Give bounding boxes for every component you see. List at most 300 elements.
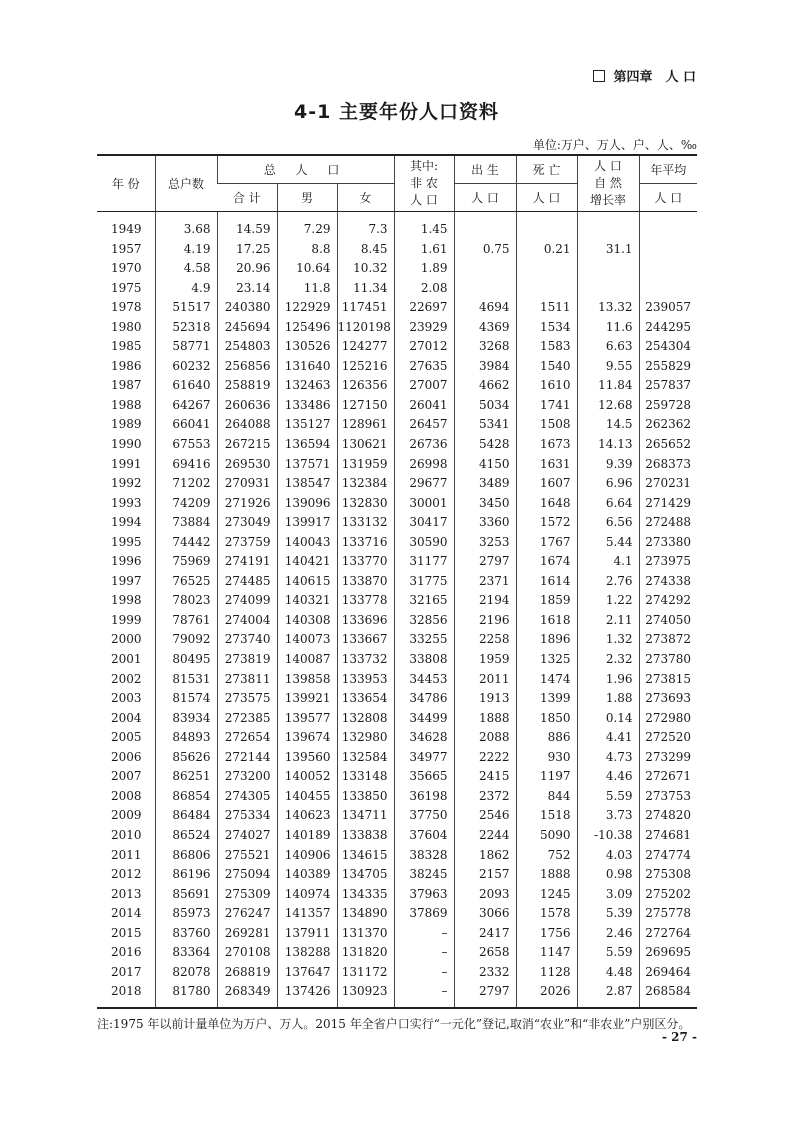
cell-average-population: 244295 — [639, 318, 697, 338]
table-body — [97, 212, 697, 1008]
cell-average-population: 272671 — [639, 767, 697, 787]
cell-female: 1120198 — [337, 318, 394, 338]
cell-non-agricultural: 27007 — [394, 376, 454, 396]
cell-total: 273575 — [217, 689, 277, 709]
cell-male: 140189 — [277, 826, 337, 846]
cell-non-agricultural: 34786 — [394, 689, 454, 709]
cell-deaths: 1767 — [516, 533, 577, 553]
cell-deaths: 1741 — [516, 396, 577, 416]
cell-households: 4.58 — [155, 259, 217, 279]
cell-non-agricultural: 30417 — [394, 513, 454, 533]
cell-year: 2005 — [111, 730, 142, 745]
cell-female: 130621 — [337, 435, 394, 455]
cell-births: 2658 — [454, 943, 516, 963]
table-row — [97, 806, 697, 826]
table-row — [97, 611, 697, 631]
cell-male: 133486 — [277, 396, 337, 416]
cell-male: 139921 — [277, 689, 337, 709]
cell-households: 81780 — [155, 982, 217, 1008]
cell-male: 139917 — [277, 513, 337, 533]
population-table — [97, 154, 697, 1009]
cell-total: 273200 — [217, 767, 277, 787]
table-row — [97, 396, 697, 416]
cell-total: 272144 — [217, 748, 277, 768]
cell-average-population: 255829 — [639, 357, 697, 377]
cell-year: 1970 — [111, 261, 142, 276]
cell-female: 133148 — [337, 767, 394, 787]
cell-female: 132584 — [337, 748, 394, 768]
cell-total: 270108 — [217, 943, 277, 963]
cell-births: 2093 — [454, 885, 516, 905]
cell-male: 139096 — [277, 494, 337, 514]
cell-year: 1993 — [111, 495, 142, 510]
table-row — [97, 787, 697, 807]
cell-average-population: 273693 — [639, 689, 697, 709]
cell-average-population — [639, 279, 697, 299]
table-row — [97, 318, 697, 338]
cell-deaths: 1859 — [516, 591, 577, 611]
cell-female: 134711 — [337, 806, 394, 826]
cell-female: 133696 — [337, 611, 394, 631]
cell-households: 79092 — [155, 630, 217, 650]
cell-male: 139560 — [277, 748, 337, 768]
cell-total: 258819 — [217, 376, 277, 396]
cell-average-population: 274681 — [639, 826, 697, 846]
cell-year: 1989 — [111, 417, 142, 432]
cell-female: 126356 — [337, 376, 394, 396]
cell-year: 2008 — [111, 788, 142, 803]
cell-year: 1997 — [111, 573, 142, 588]
cell-births: 2088 — [454, 728, 516, 748]
table-row — [97, 494, 697, 514]
header-year: 年 份 — [97, 155, 155, 212]
cell-births: 0.75 — [454, 240, 516, 260]
cell-growth-rate: 6.96 — [577, 474, 639, 494]
cell-non-agricultural: 27012 — [394, 337, 454, 357]
cell-growth-rate: 3.09 — [577, 885, 639, 905]
cell-growth-rate: 5.59 — [577, 943, 639, 963]
cell-average-population: 273753 — [639, 787, 697, 807]
cell-average-population — [639, 259, 697, 279]
cell-growth-rate: 12.68 — [577, 396, 639, 416]
cell-deaths: 1474 — [516, 670, 577, 690]
cell-births: 3489 — [454, 474, 516, 494]
cell-female: 131959 — [337, 455, 394, 475]
cell-growth-rate — [577, 212, 639, 240]
cell-deaths: 1511 — [516, 298, 577, 318]
cell-deaths: 1674 — [516, 552, 577, 572]
cell-average-population: 274338 — [639, 572, 697, 592]
cell-households: 85691 — [155, 885, 217, 905]
header-death-bottom: 人 口 — [516, 184, 577, 212]
cell-average-population: 257837 — [639, 376, 697, 396]
cell-households: 86524 — [155, 826, 217, 846]
cell-deaths: 1618 — [516, 611, 577, 631]
cell-households: 83760 — [155, 924, 217, 944]
cell-non-agricultural: – — [394, 963, 454, 983]
cell-growth-rate: 2.32 — [577, 650, 639, 670]
cell-total: 274485 — [217, 572, 277, 592]
cell-deaths — [516, 259, 577, 279]
cell-total: 260636 — [217, 396, 277, 416]
cell-average-population: 268584 — [639, 982, 697, 1008]
cell-households: 85626 — [155, 748, 217, 768]
cell-households: 80495 — [155, 650, 217, 670]
cell-deaths: 1534 — [516, 318, 577, 338]
cell-growth-rate — [577, 259, 639, 279]
cell-growth-rate: -10.38 — [577, 826, 639, 846]
cell-growth-rate: 4.1 — [577, 552, 639, 572]
cell-average-population: 274774 — [639, 846, 697, 866]
header-total: 合 计 — [217, 184, 277, 212]
cell-total: 274004 — [217, 611, 277, 631]
cell-deaths: 1648 — [516, 494, 577, 514]
table-row — [97, 846, 697, 866]
cell-births: 2258 — [454, 630, 516, 650]
cell-deaths: 1756 — [516, 924, 577, 944]
cell-non-agricultural: 31177 — [394, 552, 454, 572]
header-non-agricultural — [394, 155, 454, 212]
cell-deaths: 1610 — [516, 376, 577, 396]
cell-households: 51517 — [155, 298, 217, 318]
cell-non-agricultural: 33808 — [394, 650, 454, 670]
cell-births: 1959 — [454, 650, 516, 670]
cell-female: 125216 — [337, 357, 394, 377]
cell-female: 133132 — [337, 513, 394, 533]
cell-total: 270931 — [217, 474, 277, 494]
cell-male: 140073 — [277, 630, 337, 650]
table-row — [97, 337, 697, 357]
cell-year: 2002 — [111, 671, 142, 686]
cell-female: 133667 — [337, 630, 394, 650]
cell-female: 134615 — [337, 846, 394, 866]
cell-total: 256856 — [217, 357, 277, 377]
cell-growth-rate: 1.96 — [577, 670, 639, 690]
cell-non-agricultural: 1.89 — [394, 259, 454, 279]
cell-households: 81574 — [155, 689, 217, 709]
cell-year: 2007 — [111, 769, 142, 784]
cell-growth-rate: 6.64 — [577, 494, 639, 514]
cell-births: 2222 — [454, 748, 516, 768]
cell-deaths: 1850 — [516, 709, 577, 729]
cell-total: 17.25 — [217, 240, 277, 260]
cell-year: 2006 — [111, 749, 142, 764]
cell-total: 268349 — [217, 982, 277, 1008]
cell-total: 274027 — [217, 826, 277, 846]
cell-average-population: 274050 — [639, 611, 697, 631]
cell-male: 140043 — [277, 533, 337, 553]
cell-total: 271926 — [217, 494, 277, 514]
cell-year: 2001 — [111, 652, 142, 667]
cell-deaths: 844 — [516, 787, 577, 807]
cell-total: 268819 — [217, 963, 277, 983]
cell-year: 2011 — [111, 847, 142, 862]
cell-non-agricultural: 38245 — [394, 865, 454, 885]
cell-households: 84893 — [155, 728, 217, 748]
cell-households: 61640 — [155, 376, 217, 396]
cell-total: 23.14 — [217, 279, 277, 299]
cell-households: 4.9 — [155, 279, 217, 299]
cell-male: 132463 — [277, 376, 337, 396]
cell-deaths: 1147 — [516, 943, 577, 963]
cell-year: 1985 — [111, 339, 142, 354]
cell-households: 66041 — [155, 415, 217, 435]
cell-year: 2012 — [111, 867, 142, 882]
cell-female: 8.45 — [337, 240, 394, 260]
cell-growth-rate: 3.73 — [577, 806, 639, 826]
cell-female: 127150 — [337, 396, 394, 416]
cell-average-population: 259728 — [639, 396, 697, 416]
cell-deaths: 1631 — [516, 455, 577, 475]
cell-male: 136594 — [277, 435, 337, 455]
cell-deaths — [516, 212, 577, 240]
cell-growth-rate: 9.39 — [577, 455, 639, 475]
cell-female: 133778 — [337, 591, 394, 611]
cell-deaths: 5090 — [516, 826, 577, 846]
cell-year: 2003 — [111, 691, 142, 706]
cell-households: 64267 — [155, 396, 217, 416]
cell-growth-rate: 2.87 — [577, 982, 639, 1008]
cell-births: 2417 — [454, 924, 516, 944]
cell-households: 3.68 — [155, 212, 217, 240]
cell-year: 2014 — [111, 906, 142, 921]
cell-deaths: 1578 — [516, 904, 577, 924]
cell-births: 4150 — [454, 455, 516, 475]
cell-male: 137426 — [277, 982, 337, 1008]
cell-growth-rate: 4.48 — [577, 963, 639, 983]
cell-average-population: 274292 — [639, 591, 697, 611]
cell-births: 3253 — [454, 533, 516, 553]
cell-year: 2004 — [111, 710, 142, 725]
header-birth-top: 出 生 — [454, 155, 516, 184]
cell-male: 11.8 — [277, 279, 337, 299]
table-row — [97, 591, 697, 611]
cell-average-population: 271429 — [639, 494, 697, 514]
cell-deaths: 1508 — [516, 415, 577, 435]
cell-births: 3984 — [454, 357, 516, 377]
cell-female: 131370 — [337, 924, 394, 944]
cell-year: 1996 — [111, 554, 142, 569]
table-row — [97, 298, 697, 318]
table-row — [97, 357, 697, 377]
cell-deaths: 1197 — [516, 767, 577, 787]
cell-births: 2372 — [454, 787, 516, 807]
cell-total: 275309 — [217, 885, 277, 905]
cell-households: 73884 — [155, 513, 217, 533]
table-row — [97, 904, 697, 924]
cell-births — [454, 259, 516, 279]
cell-non-agricultural: 37963 — [394, 885, 454, 905]
cell-year: 1991 — [111, 456, 142, 471]
cell-female: 133953 — [337, 670, 394, 690]
cell-female: 133850 — [337, 787, 394, 807]
cell-births: 5428 — [454, 435, 516, 455]
cell-non-agricultural: 22697 — [394, 298, 454, 318]
cell-average-population: 268373 — [639, 455, 697, 475]
cell-total: 275094 — [217, 865, 277, 885]
cell-male: 8.8 — [277, 240, 337, 260]
cell-total: 20.96 — [217, 259, 277, 279]
cell-male: 140087 — [277, 650, 337, 670]
header-natural-growth-rate — [577, 155, 639, 212]
cell-total: 269530 — [217, 455, 277, 475]
cell-female: 133732 — [337, 650, 394, 670]
header-birth-bottom: 人 口 — [454, 184, 516, 212]
cell-average-population: 254304 — [639, 337, 697, 357]
cell-total: 269281 — [217, 924, 277, 944]
cell-female: 130923 — [337, 982, 394, 1008]
cell-households: 78761 — [155, 611, 217, 631]
cell-total: 14.59 — [217, 212, 277, 240]
cell-total: 272385 — [217, 709, 277, 729]
cell-growth-rate: 6.56 — [577, 513, 639, 533]
cell-year: 2013 — [111, 886, 142, 901]
cell-non-agricultural: 38328 — [394, 846, 454, 866]
cell-non-agricultural: 36198 — [394, 787, 454, 807]
cell-growth-rate: 4.41 — [577, 728, 639, 748]
cell-births: 5034 — [454, 396, 516, 416]
cell-deaths: 1572 — [516, 513, 577, 533]
cell-births: 2797 — [454, 552, 516, 572]
cell-households: 60232 — [155, 357, 217, 377]
cell-growth-rate: 6.63 — [577, 337, 639, 357]
header-male: 男 — [277, 184, 337, 212]
cell-households: 67553 — [155, 435, 217, 455]
cell-total: 276247 — [217, 904, 277, 924]
cell-average-population: 274820 — [639, 806, 697, 826]
cell-female: 133870 — [337, 572, 394, 592]
cell-non-agricultural: 34628 — [394, 728, 454, 748]
table-row — [97, 709, 697, 729]
cell-average-population: 239057 — [639, 298, 697, 318]
cell-non-agricultural: – — [394, 924, 454, 944]
unit-label: 单位:万户、万人、户、人、‰ — [532, 138, 697, 152]
cell-average-population — [639, 240, 697, 260]
table-row — [97, 455, 697, 475]
cell-average-population: 273815 — [639, 670, 697, 690]
cell-non-agricultural: 27635 — [394, 357, 454, 377]
table-row — [97, 376, 697, 396]
table-row — [97, 924, 697, 944]
cell-births: 2797 — [454, 982, 516, 1008]
table-row — [97, 943, 697, 963]
cell-growth-rate: 1.32 — [577, 630, 639, 650]
header-rate-bottom: 增长率 — [590, 193, 627, 207]
cell-births — [454, 212, 516, 240]
cell-non-agricultural: 37869 — [394, 904, 454, 924]
cell-average-population: 273780 — [639, 650, 697, 670]
cell-total: 273759 — [217, 533, 277, 553]
cell-female: 133716 — [337, 533, 394, 553]
cell-non-agricultural: 34977 — [394, 748, 454, 768]
cell-non-agricultural: 1.61 — [394, 240, 454, 260]
cell-year: 2010 — [111, 827, 142, 842]
cell-male: 10.64 — [277, 259, 337, 279]
cell-average-population: 265652 — [639, 435, 697, 455]
cell-male: 140321 — [277, 591, 337, 611]
cell-births: 2415 — [454, 767, 516, 787]
cell-growth-rate: 2.76 — [577, 572, 639, 592]
cell-year: 1986 — [111, 358, 142, 373]
header-households: 总户数 — [155, 155, 217, 212]
table-row — [97, 885, 697, 905]
cell-households: 74209 — [155, 494, 217, 514]
cell-deaths: 886 — [516, 728, 577, 748]
cell-female: 134705 — [337, 865, 394, 885]
table-row — [97, 982, 697, 1008]
table-row — [97, 415, 697, 435]
cell-year: 2015 — [111, 925, 142, 940]
table-row — [97, 865, 697, 885]
table-row — [97, 650, 697, 670]
cell-deaths: 1673 — [516, 435, 577, 455]
table-row — [97, 748, 697, 768]
cell-male: 137571 — [277, 455, 337, 475]
cell-female: 128961 — [337, 415, 394, 435]
cell-total: 275521 — [217, 846, 277, 866]
cell-male: 130526 — [277, 337, 337, 357]
cell-non-agricultural: – — [394, 982, 454, 1008]
cell-households: 4.19 — [155, 240, 217, 260]
header-nonag-mid: 非 农 — [410, 176, 438, 190]
header-rate-mid: 自 然 — [594, 176, 622, 190]
cell-total: 240380 — [217, 298, 277, 318]
cell-growth-rate: 1.88 — [577, 689, 639, 709]
chapter-label: 第四章 人 口 — [613, 70, 696, 85]
cell-households: 83934 — [155, 709, 217, 729]
cell-households: 81531 — [155, 670, 217, 690]
cell-average-population: 272764 — [639, 924, 697, 944]
cell-non-agricultural: 34499 — [394, 709, 454, 729]
header-rate-top: 人 口 — [594, 159, 622, 173]
cell-male: 138288 — [277, 943, 337, 963]
cell-year: 1987 — [111, 378, 142, 393]
cell-births: 3268 — [454, 337, 516, 357]
cell-growth-rate: 4.03 — [577, 846, 639, 866]
cell-male: 138547 — [277, 474, 337, 494]
cell-average-population: 272980 — [639, 709, 697, 729]
checkbox-square-icon — [593, 70, 605, 82]
cell-total: 273740 — [217, 630, 277, 650]
header-average-top: 年平均 — [639, 155, 697, 184]
table-row — [97, 240, 697, 260]
cell-female: 133654 — [337, 689, 394, 709]
cell-growth-rate: 11.6 — [577, 318, 639, 338]
cell-average-population: 273975 — [639, 552, 697, 572]
cell-average-population — [639, 212, 697, 240]
cell-average-population: 273380 — [639, 533, 697, 553]
cell-growth-rate: 14.5 — [577, 415, 639, 435]
cell-growth-rate: 5.44 — [577, 533, 639, 553]
cell-non-agricultural: 33255 — [394, 630, 454, 650]
cell-births: 2011 — [454, 670, 516, 690]
cell-male: 131640 — [277, 357, 337, 377]
cell-growth-rate: 14.13 — [577, 435, 639, 455]
cell-deaths: 1614 — [516, 572, 577, 592]
cell-total: 273819 — [217, 650, 277, 670]
cell-deaths: 1583 — [516, 337, 577, 357]
cell-deaths: 1518 — [516, 806, 577, 826]
cell-male: 139858 — [277, 670, 337, 690]
cell-growth-rate: 13.32 — [577, 298, 639, 318]
header-total-population-group: 总 人 口 — [217, 155, 394, 184]
footnote: 注:1975 年以前计量单位为万户、万人。2015 年全省户口实行“一元化”登记,取消“农业”和“非农业”户别区分。 — [97, 1017, 691, 1031]
cell-total: 273811 — [217, 670, 277, 690]
cell-deaths: 1540 — [516, 357, 577, 377]
cell-year: 2000 — [111, 632, 142, 647]
cell-average-population: 272488 — [639, 513, 697, 533]
cell-total: 267215 — [217, 435, 277, 455]
